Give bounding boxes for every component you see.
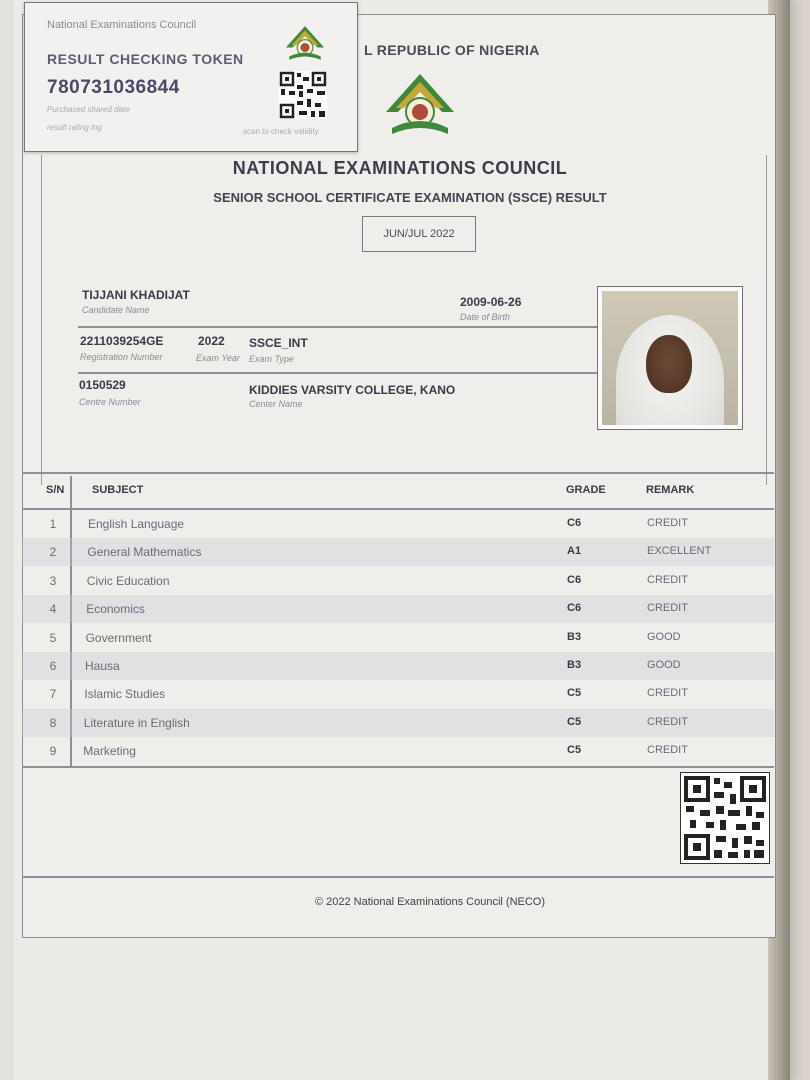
table-row	[22, 624, 774, 652]
row-subject: General Mathematics	[87, 545, 202, 560]
candidate-name-label: Candidate Name	[82, 305, 150, 315]
centre-name-label: Center Name	[249, 399, 303, 409]
row-serial-number: 7	[49, 687, 57, 702]
row-serial-number: 8	[49, 715, 57, 730]
candidate-name: TIJJANI KHADIJAT	[82, 288, 190, 302]
token-qr-icon	[279, 71, 327, 119]
photo-face	[646, 335, 692, 393]
token-scan-note: scan to check validity	[243, 127, 319, 136]
table-top-line	[22, 472, 774, 474]
token-faint-line: result rating ing	[47, 123, 102, 132]
header-remark: REMARK	[646, 484, 695, 496]
row-grade: A1	[567, 545, 582, 558]
centre-number: 0150529	[79, 378, 126, 392]
row-grade: C5	[567, 715, 582, 728]
token-organization: National Examinations Council	[47, 19, 197, 31]
date-of-birth: 2009-06-26	[460, 295, 522, 309]
exam-type-label: Exam Type	[249, 354, 294, 364]
row-remark: GOOD	[647, 630, 681, 643]
row-serial-number: 4	[49, 602, 57, 617]
registration-number-label: Registration Number	[80, 352, 163, 362]
row-serial-number: 5	[49, 630, 57, 645]
row-remark: CREDIT	[647, 517, 688, 529]
row-remark: GOOD	[647, 659, 681, 671]
divider-line	[78, 372, 598, 374]
row-remark: EXCELLENT	[647, 545, 712, 558]
neco-logo-icon	[382, 72, 458, 136]
row-remark: CREDIT	[647, 744, 688, 757]
centre-number-label: Centre Number	[79, 397, 141, 407]
row-subject: Government	[85, 630, 152, 645]
row-grade: B3	[567, 659, 582, 671]
session-badge	[362, 216, 476, 252]
row-remark: CREDIT	[647, 687, 688, 700]
table-row	[22, 595, 774, 623]
footer-divider	[22, 876, 774, 878]
session-text: JUN/JUL 2022	[383, 228, 455, 240]
republic-heading: L REPUBLIC OF NIGERIA	[364, 42, 540, 58]
row-remark: CREDIT	[647, 602, 688, 615]
table-bottom-line	[22, 766, 774, 768]
table-row	[22, 709, 774, 737]
row-grade: C6	[567, 602, 582, 615]
divider-line	[78, 326, 598, 328]
header-subject: SUBJECT	[92, 484, 144, 496]
row-grade: B3	[567, 630, 582, 643]
result-checking-token-card	[24, 2, 358, 152]
row-grade: C6	[567, 573, 582, 586]
row-serial-number: 2	[49, 545, 57, 560]
centre-name: KIDDIES VARSITY COLLEGE, KANO	[249, 383, 456, 397]
registration-number: 2211039254GE	[80, 334, 164, 348]
table-row	[22, 680, 774, 708]
certificate-frame	[22, 14, 776, 938]
row-subject: English Language	[88, 517, 185, 531]
row-subject: Hausa	[85, 659, 120, 673]
row-serial-number: 6	[49, 659, 57, 673]
results-table-header	[22, 478, 774, 508]
row-subject: Civic Education	[86, 573, 170, 588]
header-sn: S/N	[46, 484, 65, 496]
row-subject: Marketing	[83, 744, 136, 759]
row-subject: Literature in English	[83, 715, 190, 730]
token-number: 780731036844	[47, 77, 180, 98]
table-row	[22, 737, 774, 765]
row-grade: C5	[567, 744, 582, 757]
exam-type: SSCE_INT	[249, 336, 308, 350]
council-title: NATIONAL EXAMINATIONS COUNCIL	[232, 158, 568, 178]
exam-year-label: Exam Year	[196, 353, 240, 363]
row-subject: Economics	[86, 602, 145, 617]
page-left-fold	[0, 0, 14, 1080]
table-row	[22, 510, 774, 538]
token-faint-line: Purchased shared date	[47, 105, 130, 114]
exam-year: 2022	[198, 334, 225, 348]
row-grade: C6	[567, 517, 582, 529]
exam-title: SENIOR SCHOOL CERTIFICATE EXAMINATION (SSCE) RESULT	[213, 190, 607, 205]
row-grade: C5	[567, 687, 582, 700]
table-row	[22, 652, 774, 680]
row-subject: Islamic Studies	[84, 687, 166, 702]
verification-qr-icon	[680, 772, 770, 864]
row-serial-number: 3	[49, 573, 57, 588]
row-serial-number: 9	[49, 744, 57, 759]
token-title: RESULT CHECKING TOKEN	[47, 51, 244, 67]
row-remark: CREDIT	[647, 715, 688, 728]
copyright-notice: © 2022 National Examinations Council (NECO)	[314, 896, 546, 908]
candidate-photo-frame	[597, 286, 743, 430]
row-remark: CREDIT	[647, 573, 688, 586]
table-row	[22, 538, 774, 566]
date-of-birth-label: Date of Birth	[460, 312, 511, 322]
table-row	[22, 567, 774, 595]
candidate-photo	[602, 291, 738, 425]
neco-logo-icon	[283, 25, 327, 61]
header-grade: GRADE	[566, 484, 606, 496]
row-serial-number: 1	[49, 517, 57, 531]
